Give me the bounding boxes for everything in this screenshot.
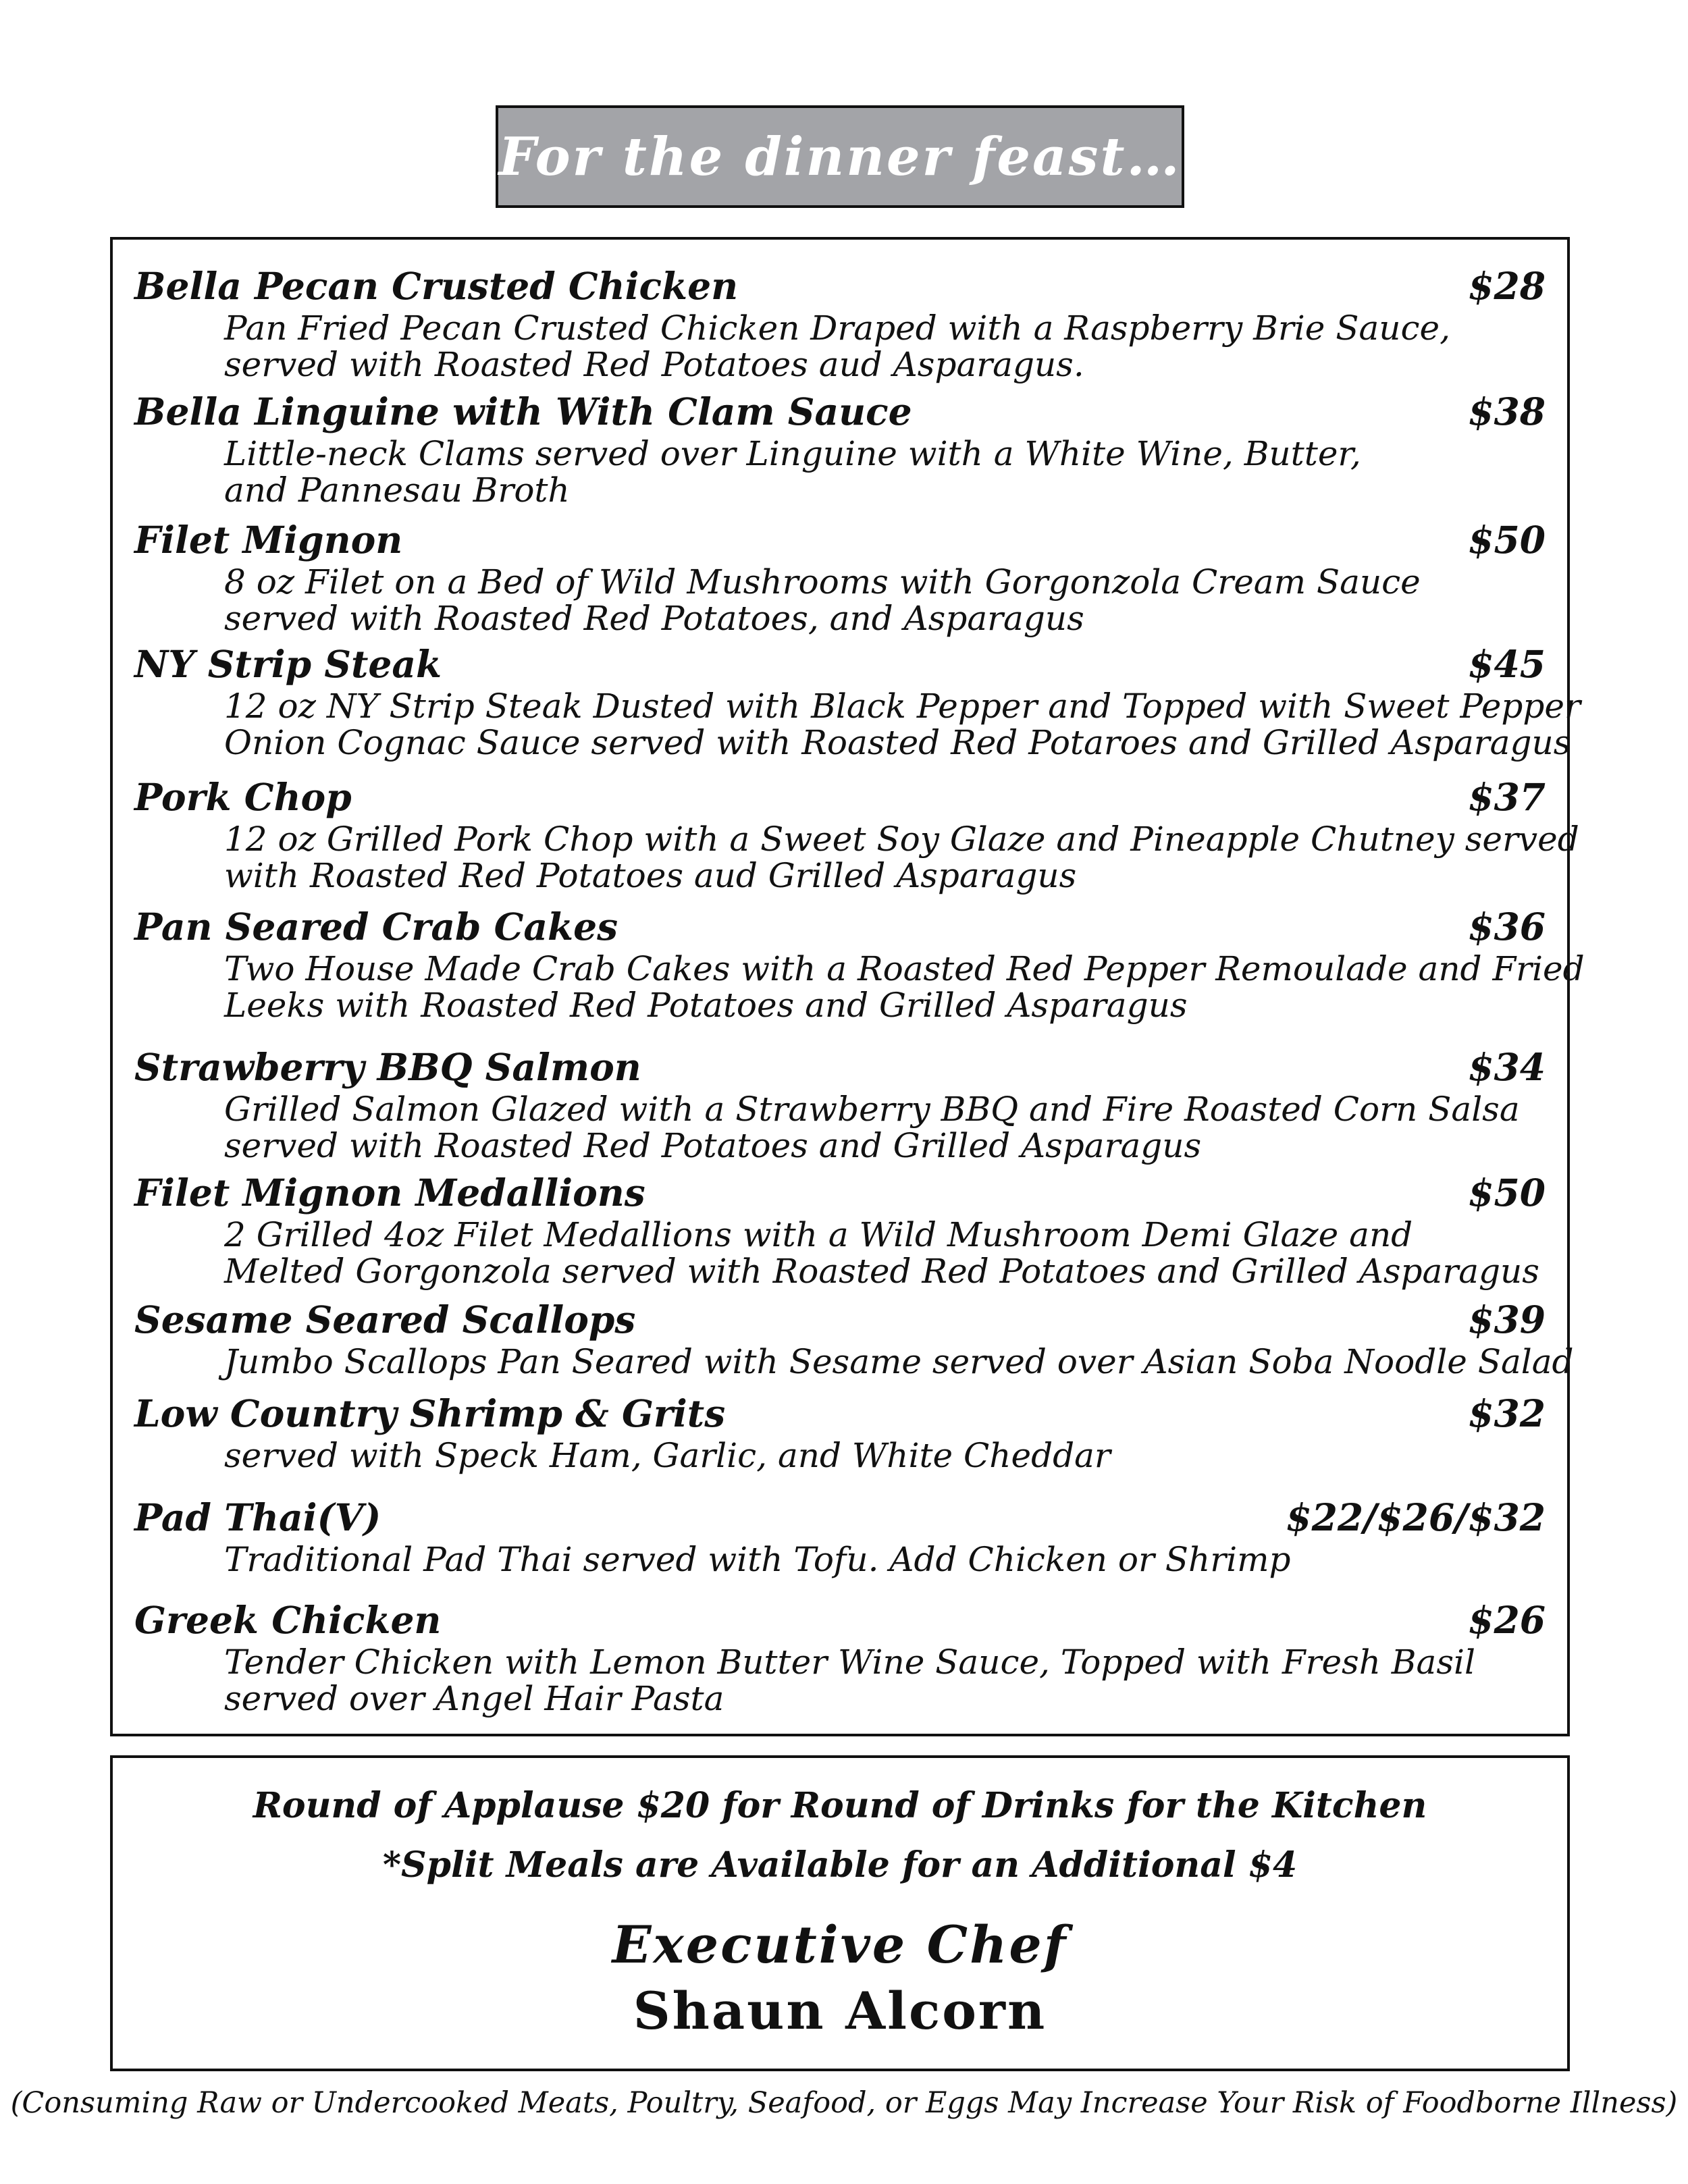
menu-item-price: $36: [1468, 905, 1546, 949]
chef-name: Shaun Alcorn: [633, 1981, 1047, 2041]
menu-item-price: $22/$26/$32: [1286, 1495, 1546, 1539]
menu-item-price: $38: [1468, 390, 1546, 433]
menu-item-description: [224, 1342, 1574, 1381]
menu-item-name: NY Strip Steak: [134, 642, 442, 686]
menu-item-price: $28: [1468, 264, 1546, 308]
description-line: Grilled Salmon Glazed with a Strawberry BBQ and Fire Roasted Corn Salsa: [224, 1090, 1520, 1129]
applause-note: Round of Applause $20 for Round of Drinks for the Kitchen: [253, 1785, 1427, 1826]
description-line: served with Roasted Red Potatoes and Grilled Asparagus: [224, 1126, 1202, 1165]
description-line: served over Angel Hair Pasta: [224, 1679, 724, 1718]
menu-item-name: Bella Linguine with With Clam Sauce: [134, 390, 912, 433]
menu-item-description: [224, 820, 1579, 895]
menu-item-name: Pork Chop: [134, 775, 352, 819]
footer-box: [110, 1755, 1570, 2071]
description-line: Jumbo Scallops Pan Seared with Sesame served over Asian Soba Noodle Salad: [224, 1342, 1574, 1381]
menu-item-description: [224, 1644, 1507, 1717]
menu-item-price: $50: [1468, 1171, 1546, 1215]
menu-item-description: [224, 1090, 1520, 1165]
description-line: Pan Fried Pecan Crusted Chicken Draped with a Raspberry Brie Sauce,: [224, 309, 1450, 348]
chef-title: Executive Chef: [612, 1915, 1068, 1975]
menu-item-name: Filet Mignon Medallions: [134, 1171, 645, 1215]
description-line: Traditional Pad Thai served with Tofu. Add Chicken or Shrimp: [224, 1540, 1291, 1579]
menu-item-name: Greek Chicken: [134, 1598, 442, 1642]
menu-item-description: [224, 1437, 1507, 1474]
menu-item-name: Bella Pecan Crusted Chicken: [134, 264, 739, 308]
menu-item-name: Strawberry BBQ Salmon: [134, 1045, 641, 1089]
menu-list: [110, 237, 1585, 1736]
description-line: served with Speck Ham, Garlic, and White Cheddar: [224, 1436, 1111, 1475]
description-line: 2 Grilled 4oz Filet Medallions with a Wild Mushroom Demi Glaze and: [224, 1215, 1413, 1254]
description-line: 12 oz Grilled Pork Chop with a Sweet Soy Glaze and Pineapple Chutney served: [224, 820, 1579, 859]
description-line: 12 oz NY Strip Steak Dusted with Black Pepper and Topped with Sweet Pepper: [224, 687, 1581, 726]
menu-item-name: Filet Mignon: [134, 518, 403, 562]
description-line: served with Roasted Red Potatoes, and Asparagus: [224, 599, 1084, 638]
menu-item-description: [224, 949, 1585, 1025]
description-line: 8 oz Filet on a Bed of Wild Mushrooms with Gorgonzola Cream Sauce: [224, 562, 1421, 602]
menu-item-price: $26: [1468, 1598, 1546, 1642]
menu-item-price: $45: [1468, 642, 1546, 686]
menu-item-price: $50: [1468, 518, 1546, 562]
description-line: Two House Made Crab Cakes with a Roasted Red Pepper Remoulade and Fried: [224, 949, 1585, 988]
description-line: Tender Chicken with Lemon Butter Wine Sauce, Topped with Fresh Basil: [224, 1643, 1476, 1682]
description-line: Onion Cognac Sauce served with Roasted Red Potaroes and Grilled Asparagus: [224, 723, 1571, 762]
description-line: Leeks with Roasted Red Potatoes and Grilled Asparagus: [224, 986, 1188, 1025]
menu-item-description: [224, 435, 1507, 508]
menu-item-description: [224, 1215, 1539, 1291]
menu-item-price: $39: [1468, 1298, 1546, 1341]
menu-item-description: [224, 687, 1581, 762]
menu-item-price: $32: [1468, 1391, 1546, 1435]
description-line: Melted Gorgonzola served with Roasted Red Potatoes and Grilled Asparagus: [224, 1252, 1539, 1291]
menu-item-name: Pad Thai(V): [134, 1495, 381, 1539]
menu-item-price: $34: [1468, 1045, 1546, 1089]
menu-item-name: Low Country Shrimp & Grits: [134, 1391, 726, 1435]
split-meals-note: *Split Meals are Available for an Additional $4: [382, 1844, 1298, 1886]
description-line: Little-neck Clams served over Linguine with a White Wine, Butter,: [224, 434, 1361, 473]
description-line: with Roasted Red Potatoes aud Grilled Asparagus: [224, 856, 1077, 895]
description-line: served with Roasted Red Potatoes aud Asparagus.: [224, 345, 1084, 384]
title-banner: [496, 105, 1184, 208]
menu-item-description: [224, 310, 1507, 383]
health-disclaimer: (Consuming Raw or Undercooked Meats, Poultry, Seafood, or Eggs May Increase Your Risk of Foodborne Illness): [10, 2086, 1678, 2120]
page-title: For the dinner feast…: [498, 126, 1182, 188]
description-line: and Pannesau Broth: [224, 471, 570, 510]
menu-item-name: Pan Seared Crab Cakes: [134, 905, 618, 949]
menu-item-name: Sesame Seared Scallops: [134, 1298, 636, 1341]
menu-item-description: [224, 1541, 1507, 1578]
menu-item-description: [224, 564, 1507, 637]
menu-item-price: $37: [1468, 775, 1546, 819]
